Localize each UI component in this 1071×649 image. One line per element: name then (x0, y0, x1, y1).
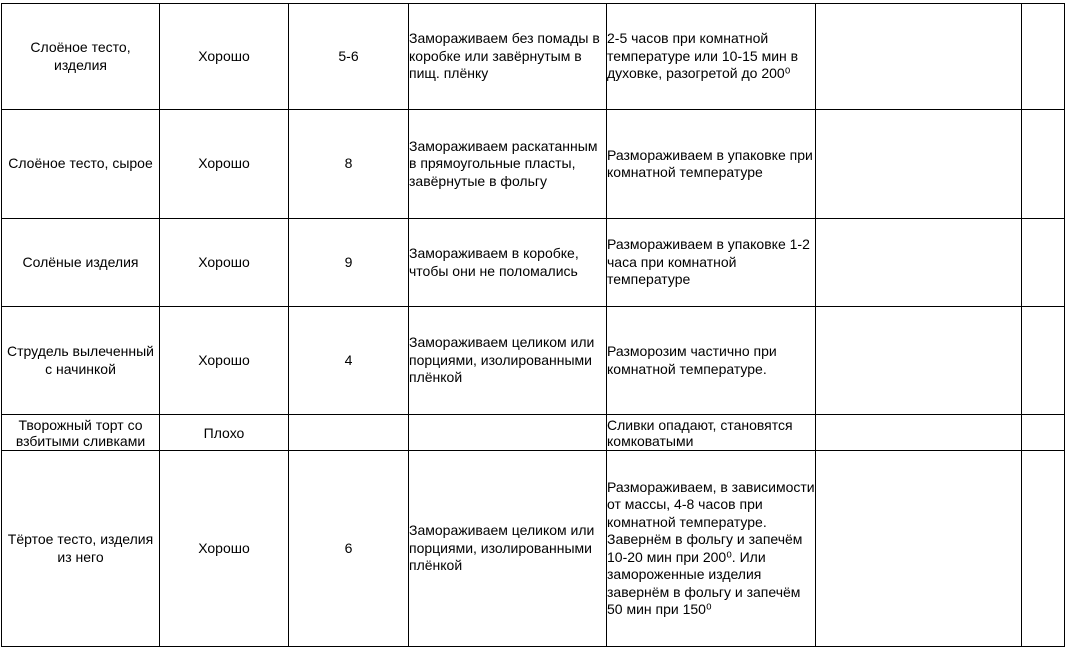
margin-cell (1022, 415, 1065, 451)
freezing-text: Замораживаем целиком или порциями, изолированными плёнкой (409, 522, 595, 574)
freezing-cell (409, 307, 607, 415)
margin-cell (1022, 307, 1065, 415)
thawing-text: Сливки опадают, становятся комковатыми (607, 416, 793, 449)
thawing-text: Размораживаем, в зависимости от массы, 4-8 часов при комнатной температуре. Завернём в фольгу и запечём 10-20 мин при 200⁰. Или замороженные изделия завернём в фольгу и запечём 50 мин при 150⁰ (607, 478, 815, 617)
freezing-table (1, 3, 1065, 647)
thawing-text: Разморозим частично при комнатной температуре. (607, 343, 777, 377)
product-cell (2, 219, 160, 307)
extra-cell (816, 451, 1022, 647)
product-cell (2, 110, 160, 219)
thawing-cell (607, 451, 816, 647)
thawing-text: Размораживаем в упаковке 1-2 часа при комнатной температуре (607, 236, 810, 288)
quality-cell (160, 451, 289, 647)
product-text: Слоёное тесто, изделия (30, 39, 131, 73)
freezing-text: Замораживаем раскатанным в прямоугольные пласты, завёрнутые в фольгу (409, 137, 598, 189)
freezing-cell (409, 4, 607, 110)
product-cell (2, 415, 160, 451)
thawing-cell (607, 219, 816, 307)
thawing-cell (607, 4, 816, 110)
table-row (2, 4, 1065, 110)
extra-cell (816, 4, 1022, 110)
product-text: Солёные изделия (22, 253, 139, 270)
quality-text: Хорошо (198, 47, 250, 64)
quality-cell (160, 219, 289, 307)
freezing-text: Замораживаем без помады в коробке или завёрнутым в пищ. плёнку (409, 30, 600, 82)
quality-cell (160, 4, 289, 110)
extra-cell (816, 415, 1022, 451)
table-row (2, 110, 1065, 219)
quality-text: Плохо (203, 424, 245, 441)
table-row (2, 415, 1065, 451)
freezing-text: Замораживаем в коробке, чтобы они не поломались (409, 245, 579, 279)
months-text: 8 (344, 155, 353, 172)
quality-cell (160, 307, 289, 415)
table-row (2, 219, 1065, 307)
months-text: 5-6 (338, 47, 359, 64)
thawing-cell (607, 110, 816, 219)
product-cell (2, 307, 160, 415)
months-cell (289, 4, 409, 110)
product-cell (2, 451, 160, 647)
months-text: 9 (344, 253, 353, 270)
extra-cell (816, 219, 1022, 307)
extra-cell (816, 307, 1022, 415)
table-row (2, 451, 1065, 647)
margin-cell (1022, 219, 1065, 307)
product-text: Тёртое тесто, изделия из него (7, 531, 154, 565)
freezing-cell (409, 415, 607, 451)
freezing-text: Замораживаем целиком или порциями, изолированными плёнкой (409, 334, 595, 386)
months-cell (289, 307, 409, 415)
freezing-cell (409, 219, 607, 307)
months-text: 6 (344, 539, 353, 556)
margin-cell (1022, 110, 1065, 219)
product-text: Творожный торт со взбитыми сливками (15, 416, 146, 449)
months-cell (289, 219, 409, 307)
quality-cell (160, 415, 289, 451)
product-text: Слоёное тесто, сырое (8, 155, 153, 172)
thawing-cell (607, 307, 816, 415)
months-cell (289, 110, 409, 219)
extra-cell (816, 110, 1022, 219)
product-cell (2, 4, 160, 110)
thawing-cell (607, 415, 816, 451)
thawing-text: Размораживаем в упаковке при комнатной температуре (607, 146, 813, 180)
quality-text: Хорошо (198, 539, 250, 556)
margin-cell (1022, 451, 1065, 647)
quality-text: Хорошо (198, 351, 250, 368)
freezing-cell (409, 451, 607, 647)
margin-cell (1022, 4, 1065, 110)
months-cell (289, 415, 409, 451)
months-cell (289, 451, 409, 647)
thawing-text: 2-5 часов при комнатной температуре или 10-15 мин в духовке, разогретой до 200⁰ (607, 30, 799, 82)
freezing-cell (409, 110, 607, 219)
table-row (2, 307, 1065, 415)
product-text: Струдель вылеченный с начинкой (7, 343, 154, 377)
quality-text: Хорошо (198, 253, 250, 270)
quality-cell (160, 110, 289, 219)
months-text: 4 (344, 351, 353, 368)
quality-text: Хорошо (198, 155, 250, 172)
